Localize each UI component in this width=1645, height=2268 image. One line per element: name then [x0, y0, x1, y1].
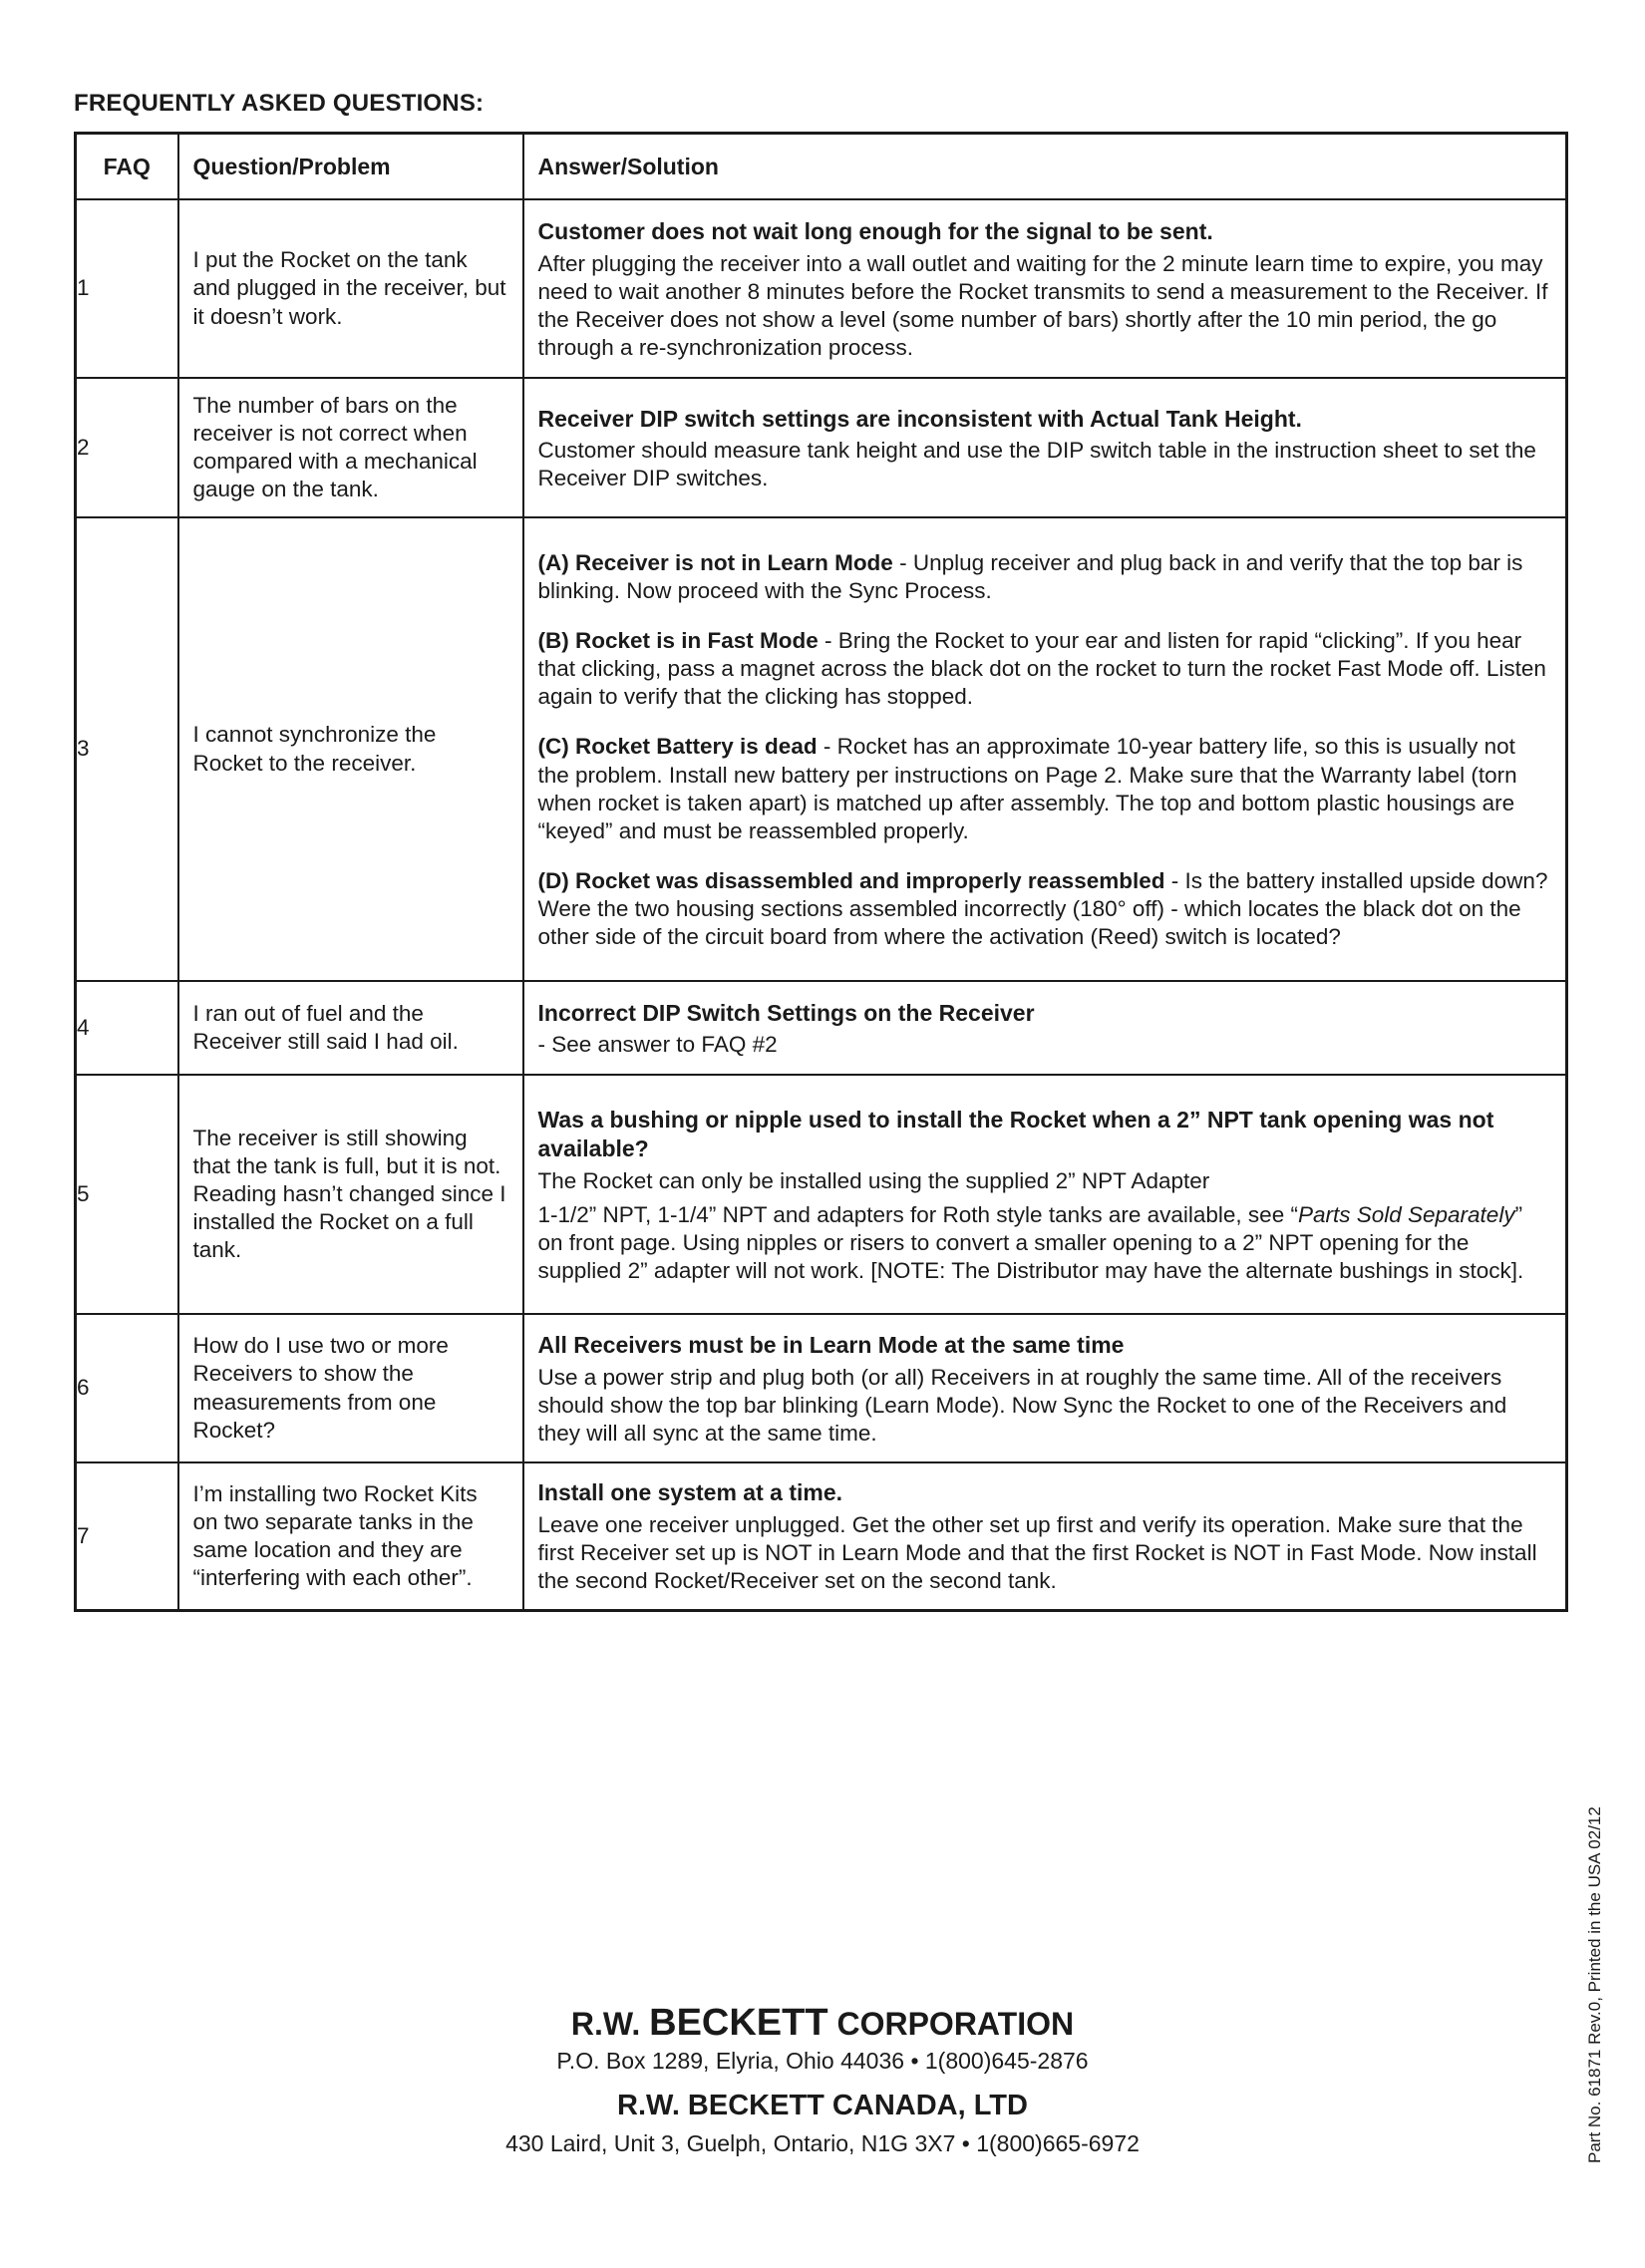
answer-text: The Rocket can only be installed using the supplied 2” NPT Adapter	[537, 1167, 1210, 1193]
answer-cell	[523, 981, 1567, 1075]
table-header-row	[76, 134, 1567, 200]
paragraph-text: - Rocket has an approximate 10-year battery life, so this is usually not the problem. Install new battery per instructions on Page 2. Make sure that the Warranty label (torn when rocket is taken apart) is matched up after assembly. The top and bottom plastic housings are “keyed” and must be reassembled properly.	[537, 734, 1517, 843]
question-cell: I’m installing two Rocket Kits on two separate tanks in the same location and they are “interfering with each other”.	[178, 1462, 523, 1610]
page-heading: FREQUENTLY ASKED QUESTIONS:	[74, 90, 485, 117]
company-address-us: P.O. Box 1289, Elyria, Ohio 44036 • 1(800)645-2876	[556, 2048, 1089, 2074]
faq-number: 1	[76, 199, 178, 378]
faq-number: 6	[76, 1314, 178, 1462]
question-cell: The number of bars on the receiver is not correct when compared with a mechanical gauge on the tank.	[178, 378, 523, 517]
faq-table	[74, 132, 1568, 1612]
table-row	[76, 1462, 1567, 1610]
answer-heading: Was a bushing or nipple used to install the Rocket when a 2” NPT tank opening was not available?	[537, 1107, 1494, 1161]
header-answer: Answer/Solution	[523, 134, 1567, 200]
answer-text: Use a power strip and plug both (or all) Receivers in at roughly the same time. All of the receivers should show the top bar blinking (Learn Mode). Now Sync the Rocket to one of the Receivers and they will all sync at the same time.	[537, 1364, 1507, 1446]
answer-text-part: ” on front page. Using nipples or risers to convert a smaller opening to a 2” NPT opening for the supplied 2” adapter will not work. [NOTE: The Distributor may have the alternate bushings in stock].	[537, 1201, 1524, 1283]
part-number: Part No. 61871 Rev.0, Printed in the USA 02/12	[1585, 1806, 1604, 2163]
table-row	[76, 981, 1567, 1075]
header-question: Question/Problem	[178, 134, 523, 200]
table-row	[76, 199, 1567, 378]
answer-paragraph-b	[538, 627, 1552, 711]
answer-heading: Incorrect DIP Switch Settings on the Receiver	[537, 999, 1035, 1026]
question-cell: I cannot synchronize the Rocket to the receiver.	[178, 517, 523, 981]
answer-cell	[523, 378, 1567, 517]
company-address-canada: 430 Laird, Unit 3, Guelph, Ontario, N1G 3X7 • 1(800)665-6972	[505, 2130, 1140, 2156]
faq-number: 7	[76, 1462, 178, 1610]
paragraph-text: - Is the battery installed upside down? Were the two housing sections assembled incorrectly (180° off) - which locates the black dot on the other side of the circuit board from where the activation (Reed) switch is located?	[537, 867, 1548, 950]
header-faq: FAQ	[76, 134, 178, 200]
answer-text-italic: Parts Sold Separately	[1297, 1201, 1515, 1227]
company-prefix: R.W.	[570, 2006, 641, 2042]
answer-cell	[523, 1075, 1567, 1314]
question-cell: The receiver is still showing that the tank is full, but it is not. Reading hasn’t changed since I installed the Rocket on a full tank.	[178, 1075, 523, 1314]
company-suffix: CORPORATION	[836, 2006, 1075, 2042]
answer-cell	[523, 517, 1567, 981]
answer-heading: Install one system at a time.	[537, 1479, 843, 1506]
company-name-us	[0, 2002, 1645, 2045]
paragraph-label: (A) Receiver is not in Learn Mode	[537, 549, 893, 575]
answer-text-part: 1-1/2” NPT, 1-1/4” NPT and adapters for Roth style tanks are available, see “	[537, 1201, 1298, 1227]
answer-text: Leave one receiver unplugged. Get the other set up first and verify its operation. Make sure that the first Receiver set up is NOT in Learn Mode and that the first Rocket is NOT in Fast Mode. Now install the second Rocket/Receiver set on the second tank.	[537, 1511, 1537, 1594]
answer-cell	[523, 199, 1567, 378]
faq-number: 2	[76, 378, 178, 517]
faq-number: 5	[76, 1075, 178, 1314]
answer-text: Customer should measure tank height and use the DIP switch table in the instruction sheet to set the Receiver DIP switches.	[537, 438, 1536, 491]
company-name-canada: R.W. BECKETT CANADA, LTD	[617, 2090, 1028, 2121]
faq-number: 4	[76, 981, 178, 1075]
paragraph-label: (C) Rocket Battery is dead	[537, 734, 818, 760]
answer-heading: Customer does not wait long enough for the signal to be sent.	[537, 217, 1213, 244]
question-cell: How do I use two or more Receivers to show the measurements from one Rocket?	[178, 1314, 523, 1462]
paragraph-label: (B) Rocket is in Fast Mode	[537, 628, 819, 653]
table-row	[76, 517, 1567, 981]
answer-heading: All Receivers must be in Learn Mode at the same time	[537, 1331, 1125, 1358]
company-brand: BECKETT	[649, 2002, 828, 2044]
answer-paragraph-d	[538, 867, 1552, 951]
paragraph-text: - Unplug receiver and plug back in and verify that the top bar is blinking. Now proceed with the Sync Process.	[537, 549, 1523, 603]
answer-cell	[523, 1462, 1567, 1610]
question-cell: I put the Rocket on the tank and plugged in the receiver, but it doesn’t work.	[178, 199, 523, 378]
answer-text: - See answer to FAQ #2	[537, 1032, 778, 1058]
paragraph-text: - Bring the Rocket to your ear and listen for rapid “clicking”. If you hear that clicking, pass a magnet across the black dot on the rocket to turn the rocket Fast Mode off. Listen again to verify that the clicking has stopped.	[537, 628, 1546, 710]
table-row	[76, 1075, 1567, 1314]
question-cell: I ran out of fuel and the Receiver still said I had oil.	[178, 981, 523, 1075]
answer-paragraph-a	[538, 549, 1552, 605]
table-row	[76, 378, 1567, 517]
answer-text	[538, 1201, 1552, 1285]
paragraph-label: (D) Rocket was disassembled and improperly reassembled	[537, 867, 1165, 893]
answer-heading: Receiver DIP switch settings are inconsistent with Actual Tank Height.	[537, 405, 1302, 432]
faq-number: 3	[76, 517, 178, 981]
answer-text: After plugging the receiver into a wall outlet and waiting for the 2 minute learn time to expire, you may need to wait another 8 minutes before the Rocket transmits to send a measurement to the Receiver. If the Receiver does not show a level (some number of bars) shortly after the 10 min period, the go through a re-synchronization process.	[537, 250, 1548, 360]
answer-cell	[523, 1314, 1567, 1462]
table-row	[76, 1314, 1567, 1462]
answer-paragraph-c	[538, 733, 1552, 845]
